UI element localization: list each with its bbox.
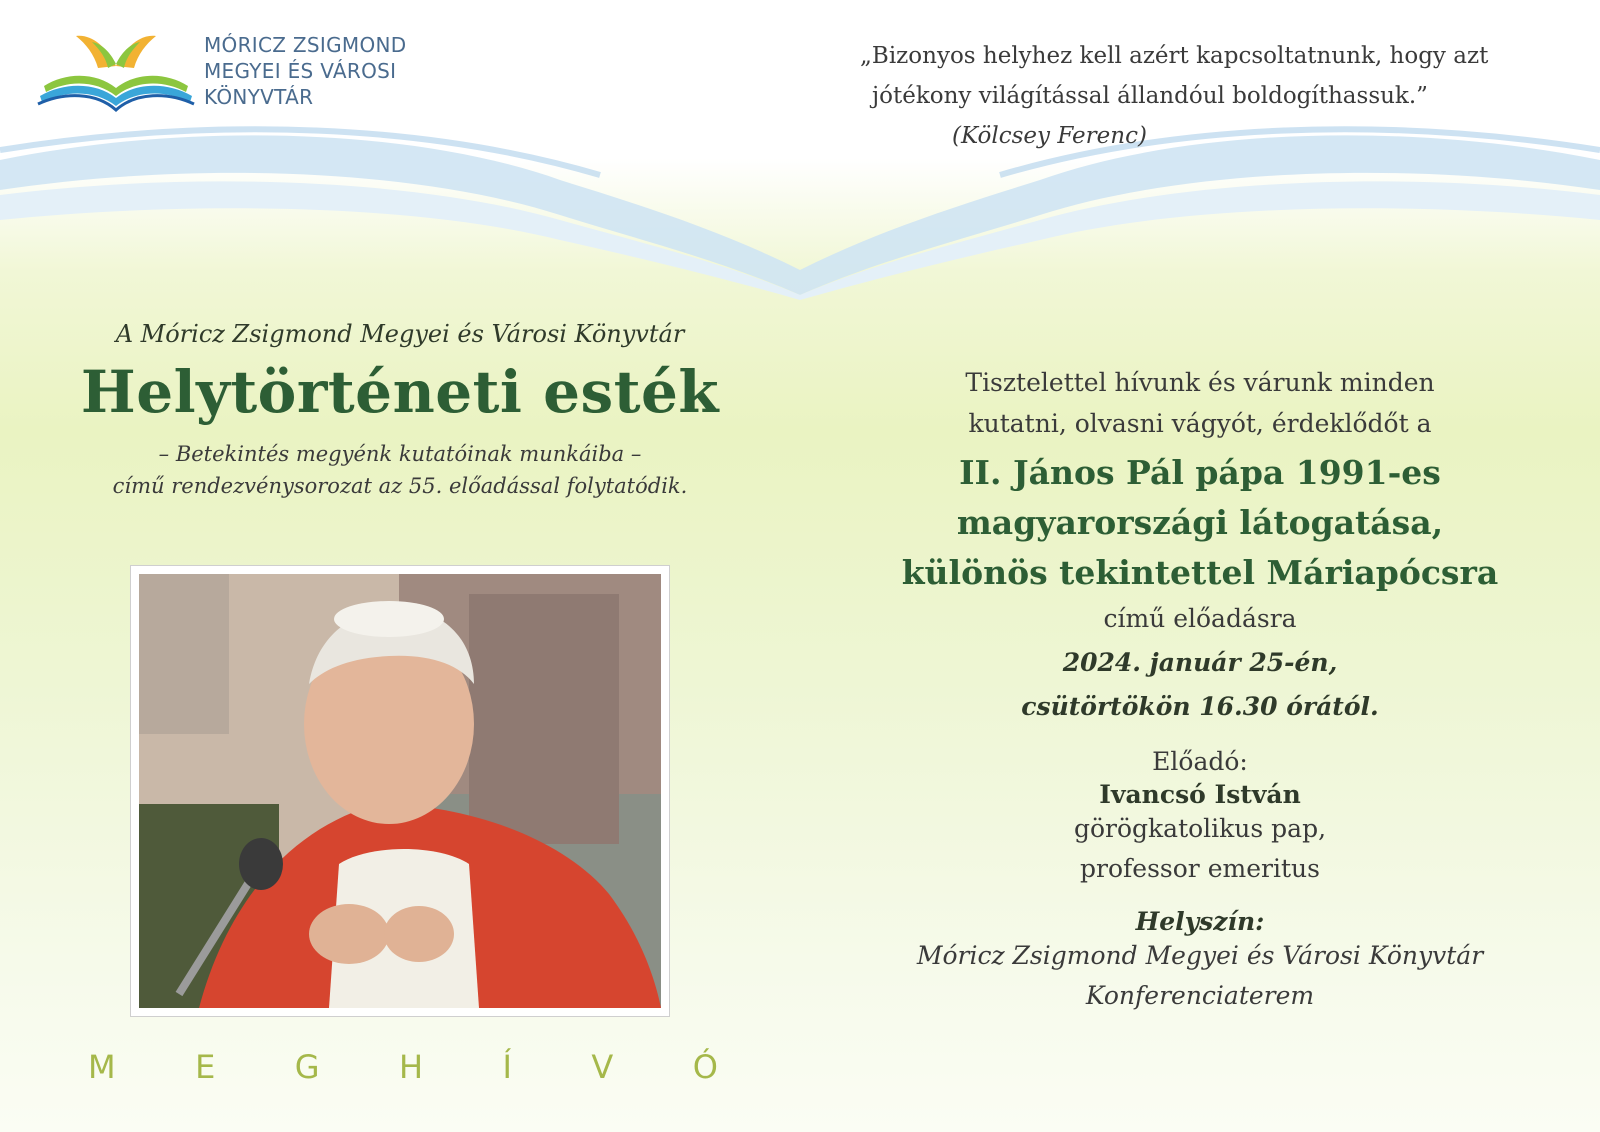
lecture-details-block [880, 362, 1520, 1016]
library-name [204, 32, 406, 110]
speaker-description [880, 809, 1520, 889]
event-date-line-2: csütörtökön 16.30 órától. [1021, 692, 1379, 721]
speaker-desc-line-1: görögkatolikus pap, [1073, 814, 1327, 843]
lecture-caption: című előadásra [1103, 604, 1297, 633]
subtitle-line-1: – Betekintés megyénk kutatóinak munkáiba – [158, 442, 642, 466]
venue-line-2: Konferenciaterem [1085, 981, 1315, 1010]
invite-letter: M [88, 1048, 116, 1086]
portrait-photo-frame [130, 565, 670, 1017]
quote-author: (Kölcsey Ferenc) [952, 123, 1147, 149]
lecture-title [880, 448, 1520, 598]
venue-label: Helyszín: [1135, 907, 1265, 936]
speaker-desc-line-2: professor emeritus [1080, 854, 1320, 883]
event-date-line-1: 2024. január 25-én, [1062, 648, 1338, 677]
kolcsey-quote [860, 36, 1560, 156]
venue-line-1: Móricz Zsigmond Megyei és Városi Könyvtár [916, 941, 1484, 970]
event-series-block [60, 320, 740, 502]
logo-line-2: MEGYEI ÉS VÁROSI [204, 59, 397, 83]
invite-letter: H [398, 1048, 424, 1086]
lecture-title-line-2: magyarországi látogatása, [956, 503, 1444, 542]
open-book-logo-icon [36, 26, 196, 112]
invitation-line-1: Tisztelettel hívunk és várunk minden [965, 368, 1435, 397]
quote-line-2: jótékony világítással állandóul boldogíthassuk.” [872, 83, 1428, 109]
invite-letter: E [195, 1048, 216, 1086]
lecture-title-line-1: II. János Pál pápa 1991-es [959, 453, 1441, 492]
invite-letter: V [591, 1048, 614, 1086]
speaker-name: Ivancsó István [1099, 780, 1301, 809]
speaker-label: Előadó: [1152, 747, 1248, 776]
logo-line-3: KÖNYVTÁR [204, 85, 314, 109]
quote-line-1: „Bizonyos helyhez kell azért kapcsoltatnunk, hogy azt [860, 43, 1489, 69]
lecture-title-line-3: különös tekintettel Máriapócsra [901, 553, 1499, 592]
invitation-label [88, 1048, 718, 1086]
invite-letter: Ó [692, 1048, 718, 1086]
subtitle-line-2: című rendezvénysorozat az 55. előadással folytatódik. [112, 474, 688, 498]
logo-line-1: MÓRICZ ZSIGMOND [204, 33, 407, 57]
invite-letter: Í [502, 1048, 512, 1086]
series-subtitle [60, 438, 740, 502]
invitation-line-2: kutatni, olvasni vágyót, érdeklődőt a [968, 409, 1432, 438]
portrait-photo [139, 574, 661, 1008]
series-title: Helytörténeti esték [80, 358, 720, 426]
organizer-line: A Móricz Zsigmond Megyei és Városi Könyvtár [115, 320, 685, 348]
invitation-text [880, 362, 1520, 444]
library-logo [36, 22, 476, 122]
venue [880, 936, 1520, 1016]
event-date [880, 641, 1520, 729]
invite-letter: G [294, 1048, 320, 1086]
